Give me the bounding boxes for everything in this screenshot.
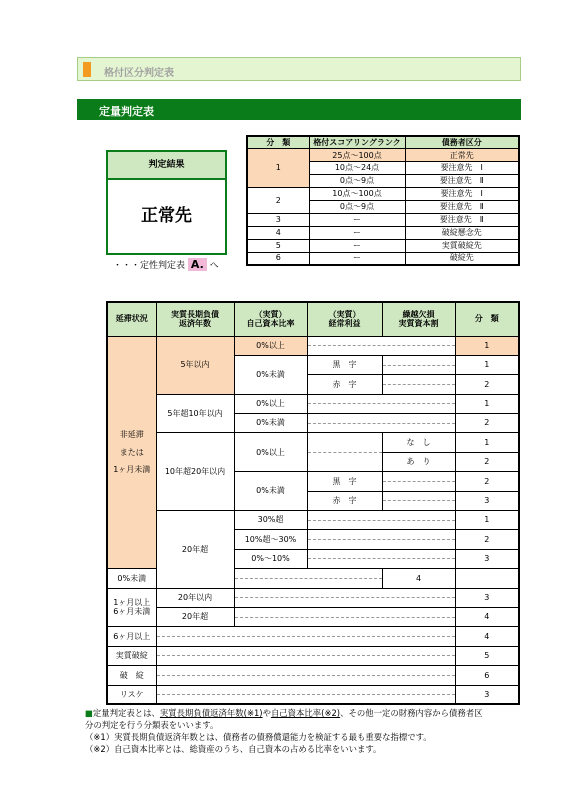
note-term: 自己資本比率(※2) <box>270 708 341 718</box>
dash-line <box>157 636 455 637</box>
class-cell: 5 <box>455 646 519 665</box>
debtor-cell: 破綻懸念先 <box>405 226 519 239</box>
status-1to6 <box>107 588 156 627</box>
table-row <box>247 226 519 239</box>
class-cell: 4 <box>382 569 455 588</box>
dash-cell <box>156 685 455 704</box>
class-cell: 5 <box>247 239 309 252</box>
dash-cell <box>382 491 455 510</box>
result-box <box>106 150 227 255</box>
header-repay-years: 実質長期負債 返済年数 <box>156 302 234 336</box>
class-cell: 1 <box>455 336 519 355</box>
score-cell: ー <box>309 213 405 226</box>
header-equity-ratio: （実質） 自己資本比率 <box>234 302 307 336</box>
dash-cell <box>156 646 455 665</box>
class-cell: 1 <box>455 511 519 530</box>
table-header-cell: 分 類 <box>247 136 309 149</box>
qualitative-suffix: へ <box>209 261 219 271</box>
score-cell: ー <box>309 226 405 239</box>
class-cell: 2 <box>455 472 519 491</box>
table-row <box>107 336 519 355</box>
dash-line <box>308 423 455 424</box>
years-cell: 5年超10年以内 <box>156 394 234 433</box>
debtor-cell: 要注意先 Ⅱ <box>405 213 519 226</box>
class-cell: 1 <box>247 149 309 188</box>
score-cell: 0点～9点 <box>309 200 405 213</box>
debtor-cell: 実質破綻先 <box>405 239 519 252</box>
ratio-cell: 0%～10% <box>234 549 307 568</box>
class-cell: 3 <box>455 549 519 568</box>
dash-line <box>308 558 455 559</box>
quantitative-table <box>106 301 520 705</box>
status-cell: 実質破綻 <box>107 646 156 665</box>
note-line <box>85 707 525 719</box>
status-text: 6ヶ月未満 <box>113 607 151 617</box>
score-cell: 0点～9点 <box>309 175 405 188</box>
header-deficit: 繰越欠損 実質資本割 <box>382 302 455 336</box>
ratio-cell: 0%以上 <box>234 336 307 355</box>
dash-cell <box>307 530 455 549</box>
dash-cell <box>307 336 455 355</box>
dash-line <box>308 520 455 521</box>
dash-line <box>308 403 455 404</box>
table-row <box>107 511 519 530</box>
class-cell: 3 <box>455 685 519 704</box>
status-text: 非延滞 <box>119 429 144 439</box>
class-cell: 2 <box>455 414 519 433</box>
table-row <box>247 239 519 252</box>
table-header-row <box>107 302 519 336</box>
status-cell: 破 綻 <box>107 666 156 685</box>
dash-line <box>383 481 455 482</box>
dash-line <box>308 345 455 346</box>
note-term: 実質長期負債返済年数(※1) <box>159 708 263 718</box>
header-ordinary-profit: （実質） 経常利益 <box>307 302 382 336</box>
profit-cell: 赤 字 <box>307 491 382 510</box>
years-cell: 5年以内 <box>156 336 234 394</box>
table-header-row <box>247 136 519 149</box>
status-cell: リスケ <box>107 685 156 704</box>
dash-cell <box>234 569 382 588</box>
status-cell: 6ヶ月以上 <box>107 627 156 646</box>
note-text: や <box>262 708 271 718</box>
dash-cell <box>307 394 455 413</box>
table-row <box>107 588 519 607</box>
class-cell: 6 <box>455 666 519 685</box>
section-header-rating <box>77 57 521 81</box>
qualitative-link <box>113 258 219 271</box>
table-header-cell: 格付スコアリングランク <box>309 136 405 149</box>
note-line: （※2）自己資本比率とは、総資産のうち、自己資本の占める比率をいいます。 <box>85 744 382 754</box>
score-cell: 10点～100点 <box>309 188 405 201</box>
class-cell: 2 <box>247 188 309 214</box>
score-cell: ー <box>309 252 405 265</box>
class-cell: 4 <box>455 607 519 626</box>
status-text: 1ヶ月未満 <box>113 465 151 475</box>
dash-cell <box>382 375 455 394</box>
table-row <box>107 646 519 665</box>
dash-line <box>157 694 455 695</box>
header-accent-bar <box>83 62 91 77</box>
table-row <box>247 149 519 162</box>
years-cell: 20年以内 <box>156 588 234 607</box>
class-cell: 2 <box>455 530 519 549</box>
table-row <box>107 394 519 413</box>
note-line: 分の判定を行う分類表をいいます。 <box>85 720 219 730</box>
years-cell: 20年超 <box>156 511 234 589</box>
debtor-cell: 要注意先 Ⅰ <box>405 188 519 201</box>
dash-line <box>157 655 455 656</box>
rank-table <box>246 135 520 266</box>
dash-cell <box>307 433 382 472</box>
ratio-cell: 30%超 <box>234 511 307 530</box>
class-cell: 3 <box>247 213 309 226</box>
dash-cell <box>382 472 455 491</box>
score-cell: 25点～100点 <box>309 149 405 162</box>
dash-line <box>383 384 455 385</box>
dash-cell <box>382 355 455 374</box>
dash-cell <box>234 588 455 607</box>
class-cell: 6 <box>247 252 309 265</box>
ratio-cell: 0%以上 <box>234 433 307 472</box>
table-header-cell: 債務者区分 <box>405 136 519 149</box>
profit-cell: 黒 字 <box>307 472 382 491</box>
ratio-cell: 0%未満 <box>234 414 307 433</box>
dash-line <box>235 578 382 579</box>
result-value: 正常先 <box>141 206 192 226</box>
dash-cell <box>234 607 455 626</box>
section-header-title: 格付区分判定表 <box>104 68 174 79</box>
footnotes <box>85 707 525 755</box>
table-row <box>247 213 519 226</box>
table-row <box>107 685 519 704</box>
debtor-cell: 要注意先 Ⅱ <box>405 175 519 188</box>
table-row <box>107 607 519 626</box>
profit-cell: 赤 字 <box>307 375 382 394</box>
table-row <box>107 666 519 685</box>
class-cell: 2 <box>455 452 519 471</box>
profit-cell: 黒 字 <box>307 355 382 374</box>
class-cell: 1 <box>455 394 519 413</box>
note-text: 定量判定表とは、 <box>92 708 160 718</box>
dash-cell <box>307 414 455 433</box>
note-text: 、その他一定の財務内容から債務者区 <box>340 708 483 718</box>
note-line: （※1）実質長期負債返済年数とは、債務者の債務償還能力を検証する最も重要な指標です。 <box>85 732 432 742</box>
class-cell: 1 <box>455 433 519 452</box>
score-cell: ー <box>309 239 405 252</box>
class-cell: 4 <box>247 226 309 239</box>
dash-line <box>308 452 382 453</box>
class-cell: 4 <box>455 627 519 646</box>
dash-line <box>157 675 455 676</box>
section-header-quantitative <box>77 99 521 120</box>
qualitative-grade: A. <box>188 258 207 271</box>
bullet-square-icon: ■ <box>85 708 93 718</box>
table-row <box>107 627 519 646</box>
table-row <box>107 433 519 452</box>
dash-line <box>235 597 455 598</box>
ratio-cell: 0%以上 <box>234 394 307 413</box>
result-label: 判定結果 <box>108 152 225 180</box>
status-non-delinquent <box>107 336 156 569</box>
years-cell: 10年超20年以内 <box>156 433 234 511</box>
debtor-cell: 正常先 <box>405 149 519 162</box>
table-row <box>247 252 519 265</box>
deficit-cell: あ り <box>382 452 455 471</box>
dash-cell <box>307 549 455 568</box>
ratio-cell: 0%未満 <box>107 569 156 588</box>
debtor-cell: 要注意先 Ⅱ <box>405 200 519 213</box>
dash-line <box>383 365 455 366</box>
debtor-cell: 破綻先 <box>405 252 519 265</box>
table-row <box>247 188 519 201</box>
debtor-cell: 要注意先 Ⅰ <box>405 162 519 175</box>
dash-cell <box>307 511 455 530</box>
class-cell: 3 <box>455 491 519 510</box>
dash-line <box>235 617 455 618</box>
dash-line <box>308 539 455 540</box>
status-text: または <box>119 447 144 457</box>
class-cell: 1 <box>455 355 519 374</box>
ratio-cell: 10%超～30% <box>234 530 307 549</box>
years-cell: 20年超 <box>156 607 234 626</box>
deficit-cell: な し <box>382 433 455 452</box>
ratio-cell: 0%未満 <box>234 355 307 394</box>
dash-line <box>383 500 455 501</box>
qualitative-prefix: ・・・定性判定表 <box>113 261 186 271</box>
header-class: 分 類 <box>455 302 519 336</box>
dash-cell <box>156 666 455 685</box>
dash-cell <box>156 627 455 646</box>
class-cell: 3 <box>455 588 519 607</box>
section-subheader-title: 定量判定表 <box>99 105 154 118</box>
score-cell: 10点～24点 <box>309 162 405 175</box>
ratio-cell: 0%未満 <box>234 472 307 511</box>
class-cell: 2 <box>455 375 519 394</box>
header-delinquency: 延滞状況 <box>107 302 156 336</box>
status-text: 1ヶ月以上 <box>113 597 151 607</box>
